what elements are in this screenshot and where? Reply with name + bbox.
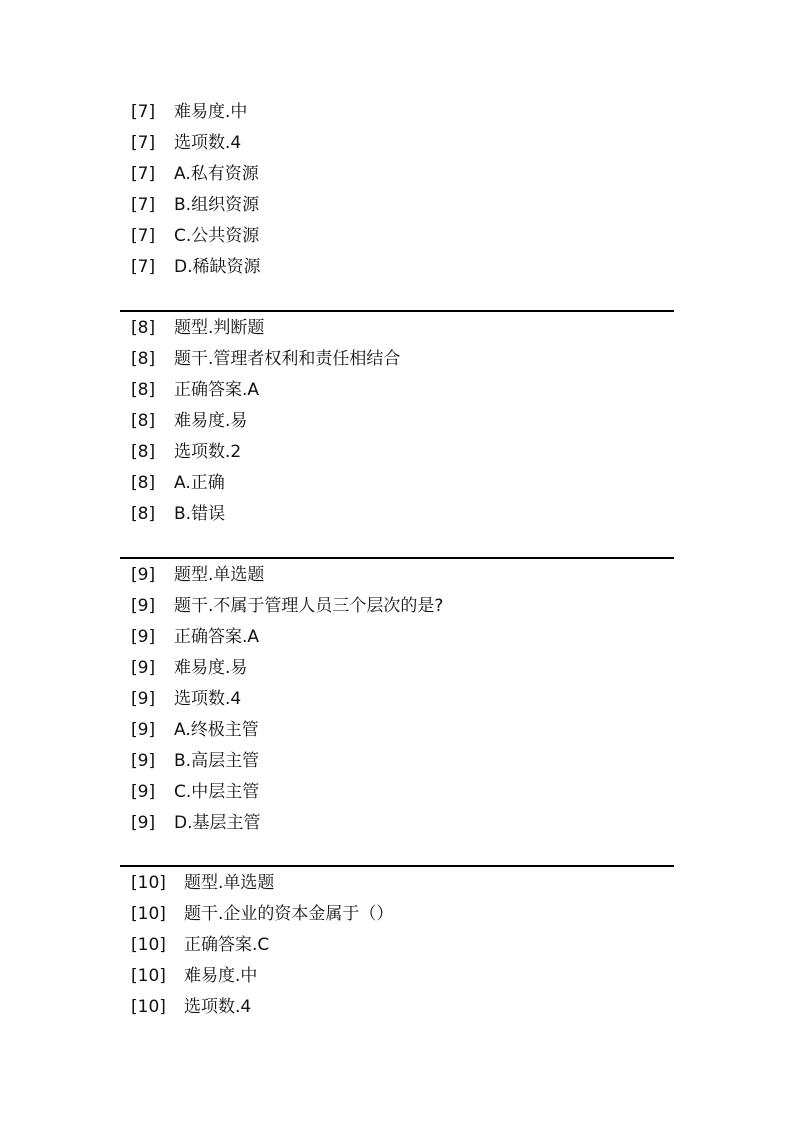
question-number: [9] [131, 751, 156, 771]
field-text: A.终极主管 [174, 720, 259, 740]
field-text: 正确答案.C [184, 935, 270, 955]
field-text: A.正确 [174, 473, 225, 493]
question-field-row [120, 468, 674, 499]
question-number: [7] [131, 164, 156, 184]
question-field-row [120, 868, 674, 899]
question-number: [7] [131, 195, 156, 215]
question-number: [10] [131, 904, 166, 924]
separator-rule [120, 865, 674, 867]
question-number: [9] [131, 689, 156, 709]
field-text: 题干.企业的资本金属于（） [184, 904, 394, 924]
field-text: 选项数.2 [174, 442, 242, 462]
question-field-row [120, 899, 674, 930]
separator-rule [120, 557, 674, 559]
question-field-row [120, 961, 674, 992]
question-field-row [120, 653, 674, 684]
question-number: [7] [131, 257, 156, 277]
field-text: 题型.判断题 [174, 318, 265, 338]
field-text: D.基层主管 [174, 813, 261, 833]
field-text: 选项数.4 [174, 133, 242, 153]
question-number: [9] [131, 596, 156, 616]
field-text: 难易度.中 [184, 966, 258, 986]
field-text: C.中层主管 [174, 782, 260, 802]
question-field-row [120, 128, 674, 159]
question-field-row [120, 97, 674, 128]
question-number: [9] [131, 782, 156, 802]
field-text: 题型.单选题 [174, 565, 265, 585]
question-number: [8] [131, 473, 156, 493]
question-field-row [120, 437, 674, 468]
question-field-row [120, 252, 674, 283]
question-number: [8] [131, 380, 156, 400]
question-field-row [120, 684, 674, 715]
field-text: A.私有资源 [174, 164, 259, 184]
question-number: [8] [131, 442, 156, 462]
field-text: 选项数.4 [184, 997, 252, 1017]
question-number: [8] [131, 349, 156, 369]
field-text: C.公共资源 [174, 226, 260, 246]
field-text: 正确答案.A [174, 627, 260, 647]
question-field-row [120, 499, 674, 530]
field-text: B.错误 [174, 504, 226, 524]
question-number: [7] [131, 102, 156, 122]
question-field-row [120, 560, 674, 591]
question-number: [7] [131, 226, 156, 246]
question-number: [9] [131, 565, 156, 585]
question-field-row [120, 930, 674, 961]
question-number: [10] [131, 935, 166, 955]
field-text: 难易度.中 [174, 102, 248, 122]
question-field-row [120, 313, 674, 344]
field-text: 题干.管理者权利和责任相结合 [174, 349, 401, 369]
question-block-7 [120, 97, 674, 283]
field-text: 正确答案.A [174, 380, 260, 400]
question-number: [8] [131, 411, 156, 431]
field-text: B.高层主管 [174, 751, 260, 771]
question-field-row [120, 591, 674, 622]
question-number: [8] [131, 318, 156, 338]
question-number: [7] [131, 133, 156, 153]
field-text: B.组织资源 [174, 195, 260, 215]
question-field-row [120, 622, 674, 653]
question-number: [8] [131, 504, 156, 524]
question-field-row [120, 746, 674, 777]
field-text: 题干.不属于管理人员三个层次的是? [174, 596, 444, 616]
question-field-row [120, 159, 674, 190]
question-field-row [120, 808, 674, 839]
question-field-row [120, 992, 674, 1023]
question-field-row [120, 190, 674, 221]
question-field-row [120, 777, 674, 808]
question-number: [9] [131, 813, 156, 833]
field-text: 难易度.易 [174, 411, 248, 431]
question-field-row [120, 344, 674, 375]
question-field-row [120, 715, 674, 746]
question-number: [10] [131, 966, 166, 986]
field-text: 选项数.4 [174, 689, 242, 709]
question-block-9 [120, 560, 674, 839]
field-text: 难易度.易 [174, 658, 248, 678]
question-field-row [120, 221, 674, 252]
question-number: [10] [131, 873, 166, 893]
field-text: 题型.单选题 [184, 873, 275, 893]
question-field-row [120, 375, 674, 406]
question-number: [9] [131, 720, 156, 740]
question-field-row [120, 406, 674, 437]
question-number: [9] [131, 627, 156, 647]
question-number: [9] [131, 658, 156, 678]
field-text: D.稀缺资源 [174, 257, 261, 277]
question-number: [10] [131, 997, 166, 1017]
question-block-8 [120, 313, 674, 530]
question-block-10 [120, 868, 674, 1023]
separator-rule [120, 310, 674, 312]
